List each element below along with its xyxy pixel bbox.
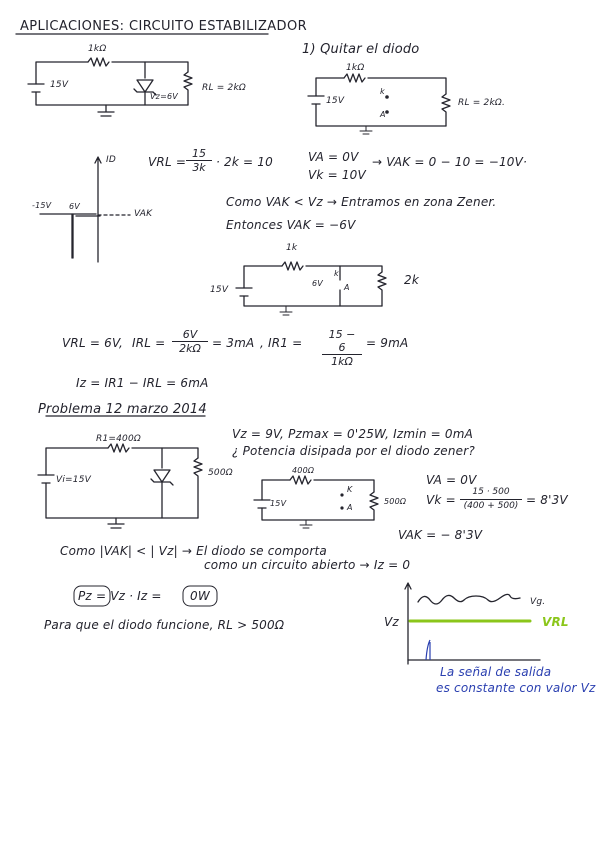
step1-source-label: 15V [326, 96, 345, 106]
graph1-six-label: 6V [69, 202, 80, 211]
calc2-ir1-fraction [322, 328, 362, 368]
step1-k-label: k [380, 87, 385, 96]
calc3-vk-num: 15 · 500 [460, 486, 522, 500]
problem-r1-label: R1=400Ω [96, 434, 141, 444]
circuit2-a-label: A [344, 283, 350, 292]
calc3-vk-den: (400 + 500) [463, 501, 519, 511]
step1-title: 1) Quitar el diodo [302, 42, 420, 57]
note1-line1: Como VAK < Vz → Entramos en zona Zener. [226, 195, 497, 209]
circuit-3 [38, 444, 202, 528]
calc2-irl-fraction [172, 328, 208, 355]
calc2-irl-num: 6V [172, 328, 208, 342]
calc3-va: VA = 0V [426, 473, 477, 487]
circuit3-rl-label: 500Ω [384, 497, 407, 506]
circuit1-rl-label: RL = 2kΩ [202, 83, 246, 93]
problem-title: Problema 12 marzo 2014 [38, 402, 207, 417]
circuit2-r-label: 1k [286, 243, 298, 253]
calc1-fraction [186, 147, 212, 174]
circuit2-rl-label: 2k [404, 273, 419, 287]
calc2-ir1-label: , IR1 = [260, 336, 303, 350]
circuit3-r-label: 400Ω [292, 466, 315, 475]
calc2-irl-den: 2kΩ [179, 342, 201, 355]
calc1-vak: → VAK = 0 − 10 = −10V· [372, 155, 528, 169]
calc1-vrl-label: VRL = [148, 155, 187, 169]
graph2-note-line2: es constante con valor Vz [436, 681, 596, 695]
calc3-note-b: como un circuito abierto → Iz = 0 [204, 558, 411, 572]
circuit1-source-label: 15V [50, 80, 69, 90]
calc1-vk: Vk = 10V [308, 168, 366, 182]
calc1-va: VA = 0V [308, 150, 359, 164]
calc1-rest: · 2k = 10 [216, 155, 273, 169]
graph2-vrl-label: VRL [542, 615, 569, 629]
calc3-vk-label: Vk = [426, 493, 456, 507]
problem-source-label: Vi=15V [56, 475, 92, 485]
graph-1 [40, 157, 130, 262]
calc3-conclusion: Para que el diodo funcione, RL > 500Ω [44, 618, 285, 632]
step1-rl-label: RL = 2kΩ. [458, 98, 506, 108]
calc1-frac-num: 15 [186, 147, 212, 161]
graph2-vg-label: Vg. [530, 597, 546, 607]
graph1-id-label: ID [106, 155, 116, 165]
calc1-frac-den: 3k [192, 161, 206, 174]
step1-a-label: A [380, 110, 386, 119]
calc3-pz-res: 0W [190, 589, 210, 603]
circuit1-r1-label: 1kΩ [88, 44, 107, 54]
circuit3-a-label: A [347, 503, 353, 512]
circuit3-k-label: K [347, 485, 353, 494]
page-title: APLICACIONES: CIRCUITO ESTABILIZADOR [20, 19, 308, 34]
graph-2 [405, 583, 540, 664]
calc3-vak: VAK = − 8'3V [398, 528, 483, 542]
calc3-note-a: Como |VAK| < | Vz| → El diodo se comporta [60, 544, 327, 558]
circuit2-six-label: 6V [312, 279, 323, 288]
calc3-pz: Pz = Vz · Iz = [78, 589, 162, 603]
graph1-vak-label: VAK [134, 209, 153, 219]
calc2-ir1-res: = 9mA [366, 336, 409, 350]
calc3-vk-res: = 8'3V [526, 493, 568, 507]
circuit-2 [236, 262, 386, 315]
step1-r-label: 1kΩ [346, 63, 365, 73]
graph1-neg15-label: -15V [32, 201, 52, 210]
note1-line2: Entonces VAK = −6V [226, 218, 356, 232]
problem-question: ¿ Potencia disipada por el diodo zener? [232, 444, 475, 458]
circuit2-source-label: 15V [210, 285, 229, 295]
circuit2-k-label: k [334, 269, 339, 278]
calc2-irl-res: = 3mA [212, 336, 255, 350]
calc2-ir1-num: 15 − 6 [322, 328, 362, 355]
calc2-vrl: VRL = 6V, [62, 336, 123, 350]
circuit3-source-label: 15V [270, 499, 287, 508]
problem-rl-label: 500Ω [208, 468, 233, 478]
graph2-vz-label: Vz [384, 615, 399, 629]
circuit1-vz-label: Vz=6V [150, 92, 178, 101]
calc2-irl-label: IRL = [132, 336, 166, 350]
graph2-note-line1: La señal de salida [440, 665, 552, 679]
calc2-ir1-den: 1kΩ [331, 355, 353, 368]
problem-given: Vz = 9V, Pzmax = 0'25W, Izmin = 0mA [232, 427, 474, 441]
calc3-vk-fraction [460, 486, 522, 513]
calc2-iz: Iz = IR1 − IRL = 6mA [76, 376, 209, 390]
